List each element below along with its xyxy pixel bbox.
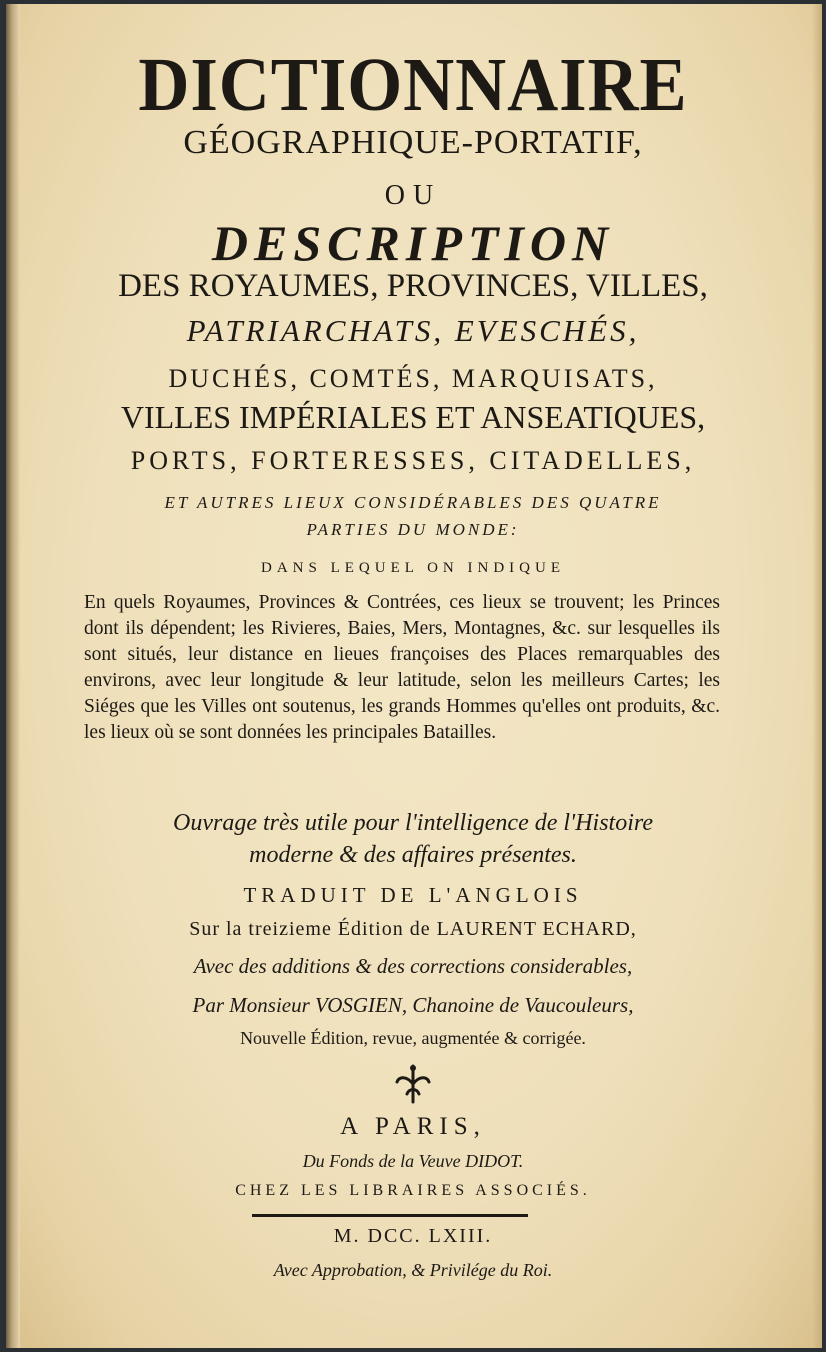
nouvelle-edition-line: Nouvelle Édition, revue, augmentée & corrigée.: [240, 1028, 586, 1048]
line-dans-lequel: DANS LEQUEL ON INDIQUE: [261, 560, 565, 576]
description-paragraph: En quels Royaumes, Provinces & Contrées, ces lieux se trouvent; les Princes dont ils dépendent; les Rivieres, Baies, Mers, Montagnes, &c. sur lesquelles ils sont situés, leur distance en lieues françoises des Places remarquables des environs, avec leur longitude & leur latitude, selon les meilleurs Cartes; les Siéges que les Villes ont soutenus, les grands Hommes qu'elles ont produits, &c. les lieux où se sont données les principales Batailles.: [84, 592, 720, 743]
publisher-line: Du Fonds de la Veuve DIDOT.: [302, 1151, 524, 1171]
line-ports: PORTS, FORTERESSES, CITADELLES,: [130, 446, 696, 475]
rule: [252, 1214, 528, 1217]
ouvrage-line-2: moderne & des affaires présentes.: [249, 842, 577, 868]
description-heading: DESCRIPTION: [211, 215, 615, 271]
additions-line: Avec des additions & des corrections considerables,: [193, 954, 633, 978]
line-patriarchats: PATRIARCHATS, EVESCHÉS,: [186, 313, 640, 348]
traduit-line: TRADUIT DE L'ANGLOIS: [243, 883, 583, 907]
edition-line: Sur la treizieme Édition de LAURENT ECHARD,: [189, 918, 637, 940]
line-royaumes: DES ROYAUMES, PROVINCES, VILLES,: [118, 268, 708, 304]
line-villes-imperiales: VILLES IMPÉRIALES ET ANSEATIQUES,: [120, 399, 706, 435]
subtitle: GÉOGRAPHIQUE-PORTATIF,: [183, 124, 643, 161]
line-autres-lieux: ET AUTRES LIEUX CONSIDÉRABLES DES QUATRE: [164, 493, 662, 512]
libraires-line: CHEZ LES LIBRAIRES ASSOCIÉS.: [235, 1182, 591, 1199]
author-line: Par Monsieur VOSGIEN, Chanoine de Vaucouleurs,: [192, 993, 634, 1017]
main-title: DICTIONNAIRE: [138, 43, 688, 127]
line-duches: DUCHÉS, COMTÉS, MARQUISATS,: [168, 364, 658, 393]
place-line: A PARIS,: [340, 1113, 486, 1140]
privilege-line: Avec Approbation, & Privilége du Roi.: [273, 1260, 553, 1280]
year-line: M. DCC. LXIII.: [333, 1225, 493, 1247]
line-parties-du-monde: PARTIES DU MONDE:: [306, 520, 520, 539]
ou-line: OU: [384, 180, 442, 211]
fleuron-icon: [393, 1062, 433, 1106]
ouvrage-line-1: Ouvrage très utile pour l'intelligence de l'Histoire: [173, 810, 653, 836]
